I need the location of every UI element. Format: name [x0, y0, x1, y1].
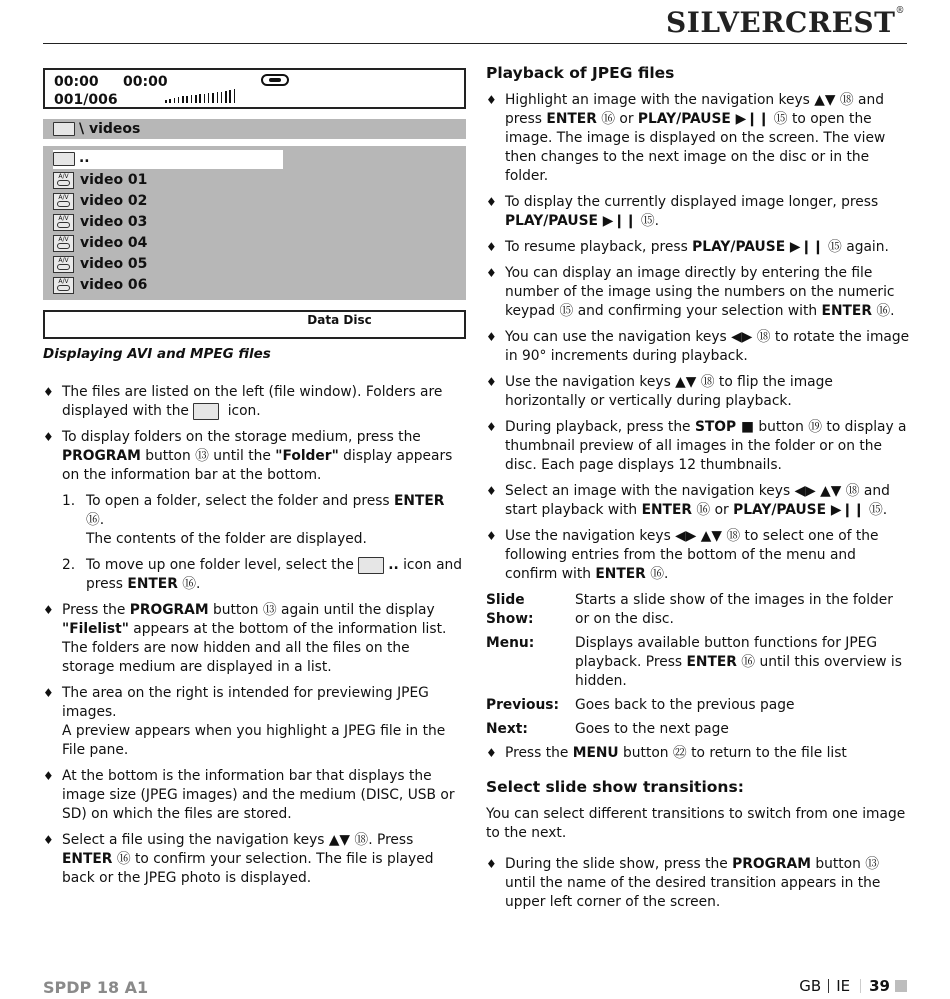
osd-time-elapsed: 00:00 [54, 74, 99, 90]
list-item: ♦ To display folders on the storage medium, press the PROGRAM button ⑬ until the "Folder" display appears on the information bar at the bottom. [43, 428, 466, 485]
list-item: ♦ You can display an image directly by entering the file number of the image using the numbers on the numeric keypad ⑮ and confirming your selection with ENTER ⑯. [486, 264, 910, 321]
osd-time-total: 00:00 [123, 74, 168, 90]
left-column [43, 68, 466, 895]
list-item: ♦ Press the MENU button ㉒ to return to the file list [486, 744, 910, 763]
list-item: ♦ Use the navigation keys ▲▼ ⑱ to flip the image horizontally or vertically during playback. [486, 373, 910, 411]
av-file-icon: A/V [53, 277, 74, 294]
divider [828, 979, 829, 993]
list-item: ♦ To resume playback, press PLAY/PAUSE ▶❙❙ ⑮ again. [486, 238, 910, 257]
list-item[interactable]: A/V video 01 [53, 170, 147, 190]
osd-status-bar [43, 68, 466, 109]
osd-folder-path [43, 119, 466, 139]
osd-screenshot [43, 68, 466, 339]
definition-slide-show: Slide Show: Starts a slide show of the images in the folder or on the disc. [486, 592, 893, 627]
paragraph: You can select different transitions to switch from one image to the next. [486, 806, 906, 841]
av-file-icon: A/V [53, 214, 74, 231]
disc-icon [261, 74, 289, 86]
list-item: ♦ Select a file using the navigation keys ▲▼ ⑱. Press ENTER ⑯ to confirm your selection. The file is played back or the JPEG photo is displayed. [43, 831, 466, 888]
osd-up-folder-row[interactable] [53, 150, 283, 169]
divider [860, 979, 861, 993]
definition-next: Next: Goes to the next page [486, 721, 729, 737]
folder-icon [53, 152, 75, 166]
brand-logo: SILVERCREST® [666, 6, 905, 39]
page-marker-icon [895, 980, 907, 992]
list-item: ♦ Use the navigation keys ◀▶ ▲▼ ⑱ to select one of the following entries from the bottom of the menu and confirm with ENTER ⑯. [486, 527, 910, 584]
right-column [486, 64, 910, 919]
language-ie: IE [836, 977, 851, 995]
page-footer [799, 977, 907, 995]
header-rule [43, 43, 907, 44]
model-number: SPDP 18 A1 [43, 978, 149, 997]
list-item[interactable]: A/V video 05 [53, 254, 147, 274]
figure-caption: Displaying AVI and MPEG files [43, 346, 271, 362]
list-item: ♦ Select an image with the navigation keys ◀▶ ▲▼ ⑱ and start playback with ENTER ⑯ or PLAY/PAUSE ▶❙❙ ⑮. [486, 482, 910, 520]
volume-bars-icon [165, 89, 238, 103]
list-item: ♦ During the slide show, press the PROGRAM button ⑬ until the name of the desired transition appears in the upper left corner of the screen. [486, 855, 910, 912]
list-item: ♦ During playback, press the STOP ■ button ⑲ to display a thumbnail preview of all images in the folder or on the disc. Each page displays 12 thumbnails. [486, 418, 910, 475]
language-gb: GB [799, 977, 822, 995]
definition-previous: Previous: Goes back to the previous page [486, 697, 795, 713]
list-item: ♦ At the bottom is the information bar that displays the image size (JPEG images) and the medium (DISC, USB or SD) on which the files are stored. [43, 767, 466, 824]
osd-track-counter: 001/006 [54, 92, 118, 108]
list-item: 2. To move up one folder level, select the .. icon and press ENTER ⑯. [62, 557, 463, 592]
section-heading: Playback of JPEG files [486, 64, 675, 82]
list-item: ♦ Press the PROGRAM button ⑬ again until the display "Filelist" appears at the bottom of the information list. The folders are now hidden and all the files on the storage medium are displayed in a list. [43, 601, 466, 677]
list-item[interactable]: A/V video 02 [53, 191, 147, 211]
definition-menu: Menu: Displays available button functions for JPEG playback. Press ENTER ⑯ until this overview is hidden. [486, 635, 902, 689]
folder-icon [53, 122, 75, 136]
list-item[interactable]: A/V video 03 [53, 212, 147, 232]
folder-icon [358, 557, 384, 574]
av-file-icon: A/V [53, 193, 74, 210]
osd-info-bar: Data Disc [43, 310, 466, 339]
av-file-icon: A/V [53, 235, 74, 252]
list-item: ♦ To display the currently displayed image longer, press PLAY/PAUSE ▶❙❙ ⑮. [486, 193, 910, 231]
list-item: 1. To open a folder, select the folder and press ENTER ⑯. The contents of the folder are displayed. [62, 493, 445, 547]
osd-file-list [43, 146, 466, 300]
list-item: ♦ The area on the right is intended for previewing JPEG images. A preview appears when you highlight a JPEG file in the File pane. [43, 684, 466, 760]
list-item[interactable]: A/V video 06 [53, 275, 147, 295]
av-file-icon: A/V [53, 256, 74, 273]
page-number: 39 [869, 977, 890, 995]
up-label: .. [79, 150, 90, 166]
av-file-icon: A/V [53, 172, 74, 189]
folder-icon [193, 403, 219, 420]
list-item: ♦ The files are listed on the left (file window). Folders are displayed with the icon. [43, 383, 466, 421]
section-heading: Select slide show transitions: [486, 778, 744, 796]
list-item: ♦ You can use the navigation keys ◀▶ ⑱ to rotate the image in 90° increments during playback. [486, 328, 910, 366]
folder-path-text: \ videos [79, 121, 141, 137]
list-item: ♦ Highlight an image with the navigation keys ▲▼ ⑱ and press ENTER ⑯ or PLAY/PAUSE ▶❙❙ ⑮ to open the image. The image is displayed on the screen. The view then changes to the next image on the disc or in the folder. [486, 91, 910, 186]
list-item[interactable]: A/V video 04 [53, 233, 147, 253]
